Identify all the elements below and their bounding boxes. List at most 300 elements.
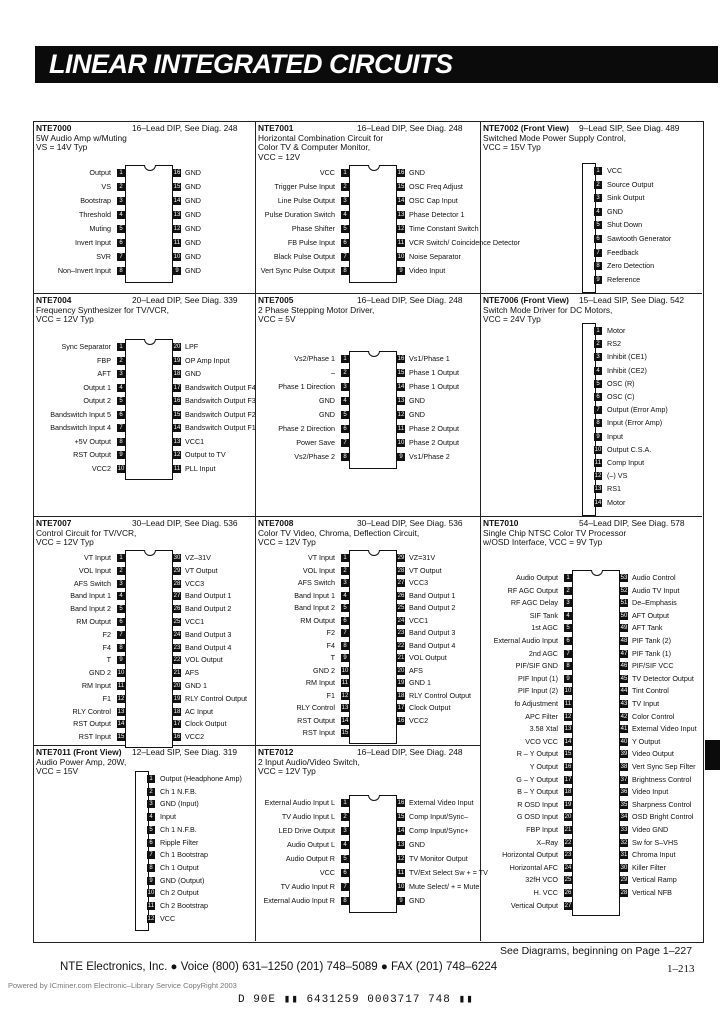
pin-number: 9 — [117, 451, 125, 459]
pin-number: 3 — [117, 197, 125, 205]
ic-notch — [144, 165, 156, 171]
pin-left — [33, 182, 125, 192]
pin-label: R OSD Input — [517, 799, 558, 809]
pin-number: 20 — [173, 683, 181, 689]
pin-number: 11 — [594, 460, 602, 466]
pin-left — [255, 252, 349, 262]
pin-right — [397, 603, 480, 613]
pin-left — [33, 643, 125, 653]
sip-pin — [594, 166, 700, 176]
pin-label: VS — [101, 182, 111, 191]
ic-block-nte7000 — [33, 121, 255, 293]
pin-label: GND — [185, 238, 201, 247]
pin-number: 30 — [173, 555, 181, 561]
pin-number: 35 — [620, 801, 628, 808]
pin-label: RF AGC Output — [507, 585, 558, 595]
pin-label: RST Input — [302, 728, 335, 737]
pin-right — [173, 168, 255, 178]
pin-label: GND — [185, 266, 201, 275]
pin-label: External Video Input — [632, 724, 697, 734]
pin-number: 13 — [397, 398, 405, 404]
pin-number: 1 — [117, 554, 125, 562]
pin-right — [620, 573, 702, 583]
pin-label: Noise Separator — [409, 252, 461, 261]
pin-left — [255, 424, 349, 434]
pin-right — [173, 410, 255, 420]
pin-number: 21 — [173, 670, 181, 677]
pin-label: RS2 — [607, 339, 621, 349]
pin-number: 7 — [341, 439, 349, 447]
pin-label: Comp Input/Sync– — [409, 812, 469, 821]
package-info: 20–Lead DIP, See Diag. 339 — [132, 295, 238, 305]
pin-number: 3 — [147, 800, 155, 808]
pin-label: Output (Headphone Amp) — [160, 774, 242, 783]
pin-number: 2 — [117, 567, 125, 575]
pin-number: 1 — [117, 169, 125, 177]
pin-label: Audio Control — [632, 573, 676, 582]
sip-pin — [147, 901, 253, 911]
pin-right — [397, 616, 480, 626]
pin-label: B – Y Output — [517, 787, 558, 797]
pin-right — [620, 787, 702, 797]
package-info: 16–Lead DIP, See Diag. 248 — [357, 747, 463, 757]
pin-right — [620, 775, 702, 785]
pin-label: Black Pulse Output — [273, 252, 335, 261]
pin-label: De–Emphasis — [632, 598, 677, 608]
pin-left — [255, 812, 349, 822]
pin-label: F4 — [326, 640, 335, 650]
pin-left — [255, 238, 349, 248]
pin-number: 15 — [117, 734, 125, 741]
part-number: NTE7008 — [258, 518, 294, 528]
pin-number: 13 — [397, 842, 405, 848]
sip-pin — [594, 326, 700, 336]
pin-label: Sink Output — [607, 193, 645, 203]
pin-number: 23 — [397, 630, 405, 636]
pin-number: 28 — [620, 890, 628, 896]
pin-number: 11 — [564, 701, 572, 707]
pin-number: 2 — [147, 788, 155, 796]
pin-number: 12 — [397, 856, 405, 862]
pin-number: 5 — [341, 604, 349, 612]
pin-number: 3 — [341, 827, 349, 835]
pin-right — [173, 553, 255, 563]
pin-number: 15 — [173, 184, 181, 190]
pin-number: 11 — [341, 680, 349, 686]
pin-left — [33, 681, 125, 691]
pin-label: OSC Freq Adjust — [409, 182, 463, 191]
pin-label: FB Pulse Input — [287, 238, 335, 247]
pin-right — [397, 641, 480, 651]
pin-number: 8 — [341, 453, 349, 461]
pin-label: Video Output — [632, 749, 674, 759]
pin-right — [173, 252, 255, 262]
pin-number: 6 — [117, 239, 125, 247]
pin-label: 1st AGC — [531, 623, 558, 633]
pin-number: 6 — [341, 425, 349, 433]
pin-number: 48 — [620, 638, 628, 644]
pin-number: 5 — [117, 225, 125, 233]
pin-left — [480, 573, 572, 583]
pin-number: 2 — [341, 183, 349, 191]
pin-left — [33, 210, 125, 220]
pin-number: 10 — [397, 440, 405, 446]
sip-pin — [147, 850, 253, 860]
pin-label: VCC1 — [409, 615, 429, 625]
pin-right — [173, 266, 255, 276]
description-line: Control Circuit for TV/VCR, — [36, 527, 137, 538]
pin-right — [173, 707, 255, 717]
pin-label: Tint Control — [632, 686, 669, 696]
pin-label: Band Output 2 — [185, 604, 232, 614]
pin-right — [620, 661, 702, 671]
pin-number: 22 — [564, 839, 572, 846]
pin-label: Bootstrap — [80, 196, 111, 205]
pin-right — [620, 686, 702, 696]
pin-left — [33, 266, 125, 276]
pin-label: Band Output 2 — [409, 603, 456, 612]
pin-number: 4 — [117, 384, 125, 392]
pin-label: Horizontal Output — [502, 850, 558, 860]
pin-label: Time Constant Switch — [409, 224, 479, 233]
pin-number: 13 — [173, 212, 181, 218]
sip-pin — [594, 432, 700, 442]
pin-number: 12 — [173, 226, 181, 232]
pin-right — [173, 566, 255, 576]
pin-left — [480, 850, 572, 860]
pin-number: 8 — [147, 864, 155, 872]
pin-left — [480, 825, 572, 835]
pin-label: VZ=31V — [409, 553, 436, 562]
pin-label: Output (Error Amp) — [607, 405, 668, 415]
pin-label: Output C.S.A. — [607, 444, 652, 454]
pin-label: VZ–31V — [185, 553, 211, 562]
sip-pin — [147, 774, 253, 784]
pin-left — [255, 396, 349, 406]
pin-label: Vert Sync Sep Filter — [632, 762, 696, 771]
pin-number: 1 — [594, 167, 602, 175]
pin-right — [397, 798, 480, 808]
pin-label: RF AGC Delay — [510, 598, 558, 608]
pin-label: Zero Detection — [607, 261, 655, 271]
pin-label: F2 — [102, 629, 111, 639]
sip-pin — [594, 445, 700, 455]
pin-number: 17 — [173, 721, 181, 728]
description-line: VCC = 24V Typ — [483, 314, 541, 325]
pin-number: 6 — [341, 239, 349, 247]
pin-left — [480, 800, 572, 810]
pin-number: 7 — [341, 883, 349, 891]
pin-number: 46 — [620, 663, 628, 670]
pin-number: 15 — [341, 730, 349, 736]
pin-left — [255, 840, 349, 850]
pin-number: 7 — [117, 631, 125, 639]
ic-notch — [368, 795, 380, 801]
block-header — [258, 518, 463, 548]
pin-left — [480, 712, 572, 722]
pin-left — [480, 812, 572, 822]
pin-number: 14 — [341, 717, 349, 724]
pin-right — [620, 586, 702, 596]
pin-left — [255, 368, 349, 378]
pin-label: TV/Ext Select Sw + = TV — [409, 868, 488, 877]
pin-label: Bandswitch Output F4 — [185, 382, 256, 392]
ic-body — [125, 165, 173, 283]
pin-right — [173, 694, 255, 704]
pin-label: TV Audio Input L — [281, 812, 335, 821]
pin-number: 16 — [397, 170, 405, 176]
pin-left — [255, 410, 349, 420]
pin-number: 40 — [620, 738, 628, 745]
pin-number: 14 — [173, 425, 181, 431]
pin-number: 24 — [173, 631, 181, 638]
pin-label: VCC — [607, 166, 623, 175]
pin-right — [397, 553, 480, 563]
pin-number: 25 — [397, 605, 405, 611]
pin-right — [620, 875, 702, 885]
block-header — [258, 295, 463, 325]
pin-number: 29 — [397, 555, 405, 561]
pin-number: 4 — [341, 592, 349, 600]
pin-number: 53 — [620, 575, 628, 581]
pin-left — [480, 888, 572, 898]
pin-number: 27 — [397, 580, 405, 586]
pin-number: 5 — [117, 397, 125, 405]
pin-label: VCC1 — [185, 436, 205, 446]
sip-pin — [594, 471, 700, 481]
sip-pin — [594, 484, 700, 494]
pin-number: 3 — [341, 579, 349, 587]
pin-right — [173, 604, 255, 614]
sip-pin — [594, 248, 700, 258]
pin-left — [33, 668, 125, 678]
pin-label: F1 — [102, 693, 111, 703]
pin-left — [255, 210, 349, 220]
description-line: 2 Input Audio/Video Switch, — [258, 756, 360, 767]
pin-number: 16 — [397, 800, 405, 806]
pin-left — [33, 410, 125, 420]
pin-right — [620, 850, 702, 860]
pin-label: Band Output 1 — [409, 590, 456, 600]
pin-label: Phase Detector 1 — [409, 210, 465, 219]
block-header — [36, 123, 238, 153]
pin-label: Vertical Ramp — [632, 875, 677, 885]
pin-number: 1 — [341, 355, 349, 363]
pin-label: FBP — [97, 355, 111, 365]
pin-right — [173, 579, 255, 589]
ic-notch — [368, 550, 380, 556]
pin-label: PIF Input (2) — [518, 686, 558, 696]
part-number: NTE7001 — [258, 123, 294, 133]
pin-label: VCC3 — [185, 578, 205, 588]
pin-number: 10 — [147, 890, 155, 897]
block-header — [36, 295, 238, 325]
description-line: VS = 14V Typ — [36, 142, 88, 153]
pin-number: 17 — [564, 776, 572, 783]
pin-label: GND — [319, 396, 335, 405]
pin-label: TV Monitor Output — [409, 854, 468, 863]
pin-label: Vs1/Phase 2 — [409, 452, 450, 461]
pin-left — [255, 578, 349, 588]
pin-label: TV Detector Output — [632, 673, 694, 683]
pin-number: 6 — [117, 618, 125, 626]
pin-number: 7 — [341, 253, 349, 261]
pin-label: OSC (R) — [607, 378, 635, 388]
pin-number: 5 — [147, 826, 155, 834]
pin-number: 1 — [564, 574, 572, 582]
pin-label: Trigger Pulse Input — [274, 182, 335, 191]
pin-right — [397, 354, 480, 364]
pin-right — [173, 681, 255, 691]
pin-number: 8 — [594, 419, 602, 427]
pin-label: RLY Control — [296, 703, 335, 712]
pin-label: Sw for S–VHS — [632, 837, 678, 847]
pin-number: 14 — [173, 198, 181, 204]
description-line: VCC = 15V — [36, 766, 79, 777]
pin-number: 15 — [397, 370, 405, 376]
pin-left — [480, 598, 572, 608]
pin-label: fo Adjustment — [514, 699, 558, 708]
pin-left — [33, 464, 125, 474]
pin-left — [480, 611, 572, 621]
pin-number: 8 — [564, 662, 572, 670]
pin-label: GND — [409, 840, 425, 849]
pin-number: 10 — [341, 667, 349, 674]
pin-left — [255, 438, 349, 448]
pin-label: Killer Filter — [632, 862, 666, 872]
pin-label: GND — [185, 252, 201, 261]
pin-right — [620, 598, 702, 608]
pin-number: 16 — [564, 764, 572, 770]
pin-right — [620, 611, 702, 621]
pin-right — [397, 628, 480, 638]
pin-number: 12 — [594, 473, 602, 480]
pin-label: VOL Output — [185, 655, 223, 665]
ic-notch — [591, 570, 603, 576]
pin-number: 3 — [594, 353, 602, 361]
description-line: Color TV & Computer Monitor, — [258, 142, 371, 153]
pin-label: Band Input 2 — [70, 604, 111, 614]
pin-label: Bandswitch Input 5 — [50, 409, 111, 419]
pin-number: 12 — [564, 713, 572, 720]
pin-number: 17 — [397, 705, 405, 711]
pin-label: Band Input 1 — [294, 590, 335, 600]
part-number: NTE7004 — [36, 295, 72, 305]
part-number: NTE7011 (Front View) — [36, 747, 122, 757]
pin-label: Pulse Duration Switch — [264, 210, 335, 219]
pin-label: F4 — [102, 642, 111, 652]
pin-left — [255, 798, 349, 808]
pin-number: 6 — [594, 235, 602, 243]
pin-label: F2 — [326, 628, 335, 637]
package-info: 15–Lead SIP, See Diag. 542 — [579, 295, 685, 305]
pin-number: 9 — [173, 267, 181, 275]
ic-notch — [144, 339, 156, 345]
description-line: VCC = 12V Typ — [258, 766, 316, 777]
pin-left — [255, 691, 349, 701]
sip-pin — [594, 180, 700, 190]
pin-number: 23 — [564, 852, 572, 859]
pin-right — [173, 668, 255, 678]
pin-label: OSC Cap Input — [409, 196, 458, 205]
pin-label: External Audio Input R — [263, 896, 335, 905]
pin-number: 11 — [397, 870, 405, 876]
sip-pin — [594, 261, 700, 271]
pin-number: 11 — [117, 683, 125, 689]
pin-label: RLY Control Output — [409, 690, 472, 700]
pin-number: 5 — [341, 225, 349, 233]
pin-number: 12 — [397, 412, 405, 418]
package-info: 16–Lead DIP, See Diag. 248 — [132, 123, 238, 133]
pin-label: Comp Input/Sync+ — [409, 826, 469, 835]
sip-pin — [594, 193, 700, 203]
pin-label: Line Pulse Output — [277, 196, 335, 205]
pin-label: VCC — [319, 168, 335, 177]
sip-pin — [147, 825, 253, 835]
pin-left — [33, 196, 125, 206]
pin-number: 9 — [564, 675, 572, 683]
sip-pin — [594, 234, 700, 244]
pin-number: 3 — [117, 580, 125, 588]
pin-label: GND — [185, 168, 201, 177]
pin-label: Power Save — [296, 438, 335, 447]
ic-block-nte7011 — [33, 745, 255, 941]
pin-right — [620, 623, 702, 633]
pin-number: 24 — [397, 617, 405, 624]
pin-label: PIF Tank (1) — [632, 648, 672, 658]
description-line: Color TV Video, Chroma, Deflection Circuit, — [258, 527, 420, 538]
pin-label: Threshold — [79, 210, 111, 219]
pin-label: GND — [185, 196, 201, 205]
block-header — [483, 295, 685, 325]
pin-label: Ch 1 Output — [160, 862, 199, 872]
pin-right — [173, 719, 255, 729]
pin-number: 10 — [564, 688, 572, 695]
pin-left — [33, 707, 125, 717]
pin-left — [33, 356, 125, 366]
pin-label: Band Output 3 — [409, 628, 456, 637]
pin-number: 12 — [341, 692, 349, 699]
pin-label: VOL Output — [409, 653, 447, 662]
pin-number: 28 — [397, 567, 405, 574]
pin-label: Motor — [607, 497, 626, 507]
pin-label: AFS Switch — [297, 578, 335, 587]
pin-number: 18 — [397, 692, 405, 699]
pin-right — [397, 578, 480, 588]
sip-pin — [147, 876, 253, 886]
pin-label: RM Input — [305, 678, 335, 687]
pin-label: VCC2 — [185, 732, 205, 742]
pin-number: 8 — [117, 267, 125, 275]
pin-right — [620, 712, 702, 722]
pin-left — [33, 238, 125, 248]
pin-label: Bandswitch Input 4 — [50, 423, 111, 432]
description-line: VCC = 12V — [258, 151, 301, 162]
pin-label: RST Input — [78, 732, 111, 742]
pin-number: 11 — [173, 240, 181, 246]
pin-label: RM Output — [300, 615, 335, 625]
pin-right — [620, 812, 702, 822]
ic-block-nte7010 — [480, 516, 702, 941]
ic-notch — [368, 165, 380, 171]
pin-right — [397, 812, 480, 822]
pin-label: AFS — [185, 668, 199, 678]
pin-label: Band Output 1 — [185, 591, 232, 601]
pin-left — [255, 678, 349, 688]
pin-label: AFS Switch — [73, 578, 111, 588]
pin-left — [255, 616, 349, 626]
pin-number: 9 — [594, 433, 602, 441]
